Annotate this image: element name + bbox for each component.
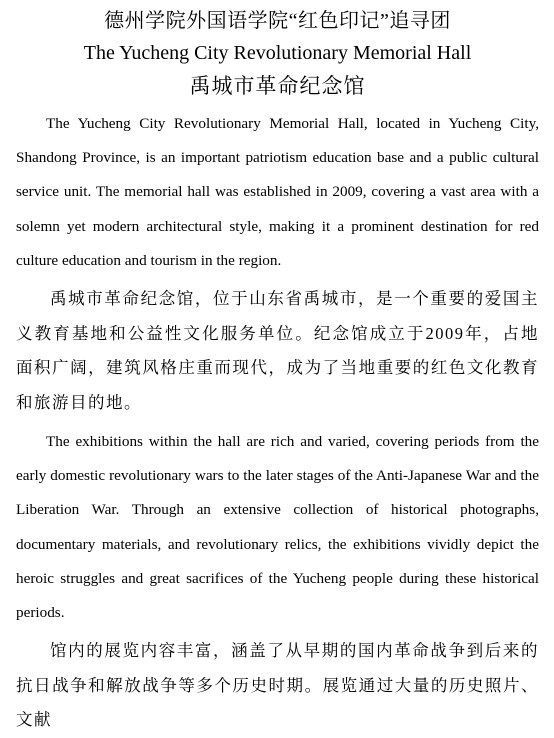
document-title-cn: 德州学院外国语学院“红色印记”追寻团	[104, 10, 451, 32]
document-title-en: The Yucheng City Revolutionary Memorial Hall	[83, 42, 472, 64]
document-title-hall-cn: 禹城市革命纪念馆	[189, 74, 366, 98]
paragraph-exhibitions-cn: 馆内的展览内容丰富，涵盖了从早期的国内革命战争到后来的抗日战争和解放战争等多个历史时期。展览通过大量的历史照片、文献	[16, 641, 539, 730]
paragraph-intro-cn: 禹城市革命纪念馆，位于山东省禹城市，是一个重要的爱国主义教育基地和公益性文化服务单位。纪念馆成立于2009年，占地面积广阔，建筑风格庄重而现代，成为了当地重要的红色文化教育和旅游目的地。	[16, 289, 539, 412]
paragraph-exhibitions-en: The exhibitions within the hall are rich and varied, covering periods from the early domestic revolutionary wars to the later stages of the Anti-Japanese War and the Liberation War. Through an extensive collection of historical photographs, documentary materials, and revolutionary relics, the exhibitions vividly depict the heroic struggles and great sacrifices of the Yucheng people during these historical periods.	[16, 433, 539, 622]
paragraph-intro-en: The Yucheng City Revolutionary Memorial Hall, located in Yucheng City, Shandong Province, is an important patriotism education base and a public cultural service unit. The memorial hall was established in 2009, covering a vast area with a solemn yet modern architectural style, making it a prominent destination for red culture education and tourism in the region.	[16, 115, 539, 269]
